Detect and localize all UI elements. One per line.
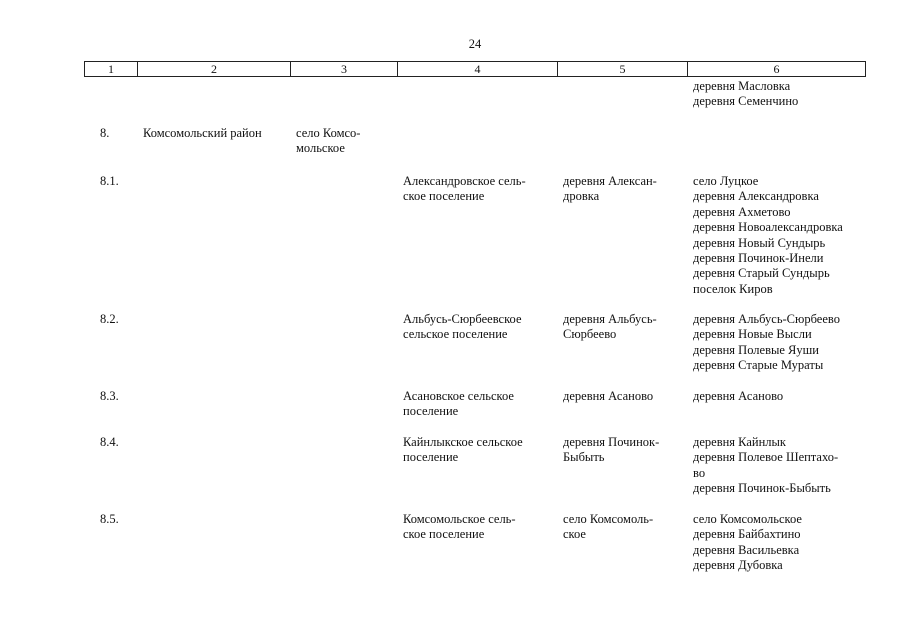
column-header-4: 4 bbox=[398, 62, 558, 77]
settlement-name bbox=[397, 435, 557, 466]
localities-line: село Луцкое bbox=[693, 174, 759, 188]
row-number bbox=[84, 512, 137, 527]
localities-line: деревня Полевые Яуши bbox=[693, 342, 819, 357]
localities-line: поселок Киров bbox=[693, 281, 773, 296]
admin-center-line: деревня Починок- bbox=[563, 435, 660, 449]
settlement-name-line: Кайнлыкское сельское bbox=[403, 435, 523, 449]
district-center-line: село Комсо- bbox=[296, 126, 361, 140]
table-row bbox=[84, 126, 865, 174]
admin-center-line: село Комсомоль- bbox=[563, 512, 654, 526]
localities-line: деревня Асаново bbox=[693, 389, 784, 403]
localities-line: деревня Байбахтино bbox=[693, 527, 801, 542]
row-number bbox=[84, 174, 137, 189]
column-header-2: 2 bbox=[138, 62, 291, 77]
localities-line: деревня Новые Высли bbox=[693, 327, 812, 342]
localities-line: деревня Починок-Инели bbox=[693, 251, 824, 266]
row-number bbox=[84, 312, 137, 327]
admin-center-line: деревня Альбусь- bbox=[563, 312, 657, 326]
row-number bbox=[84, 435, 137, 450]
column-header-3: 3 bbox=[291, 62, 398, 77]
admin-center-line: ское bbox=[563, 527, 586, 542]
table-row bbox=[84, 512, 865, 592]
column-header-6: 6 bbox=[688, 62, 866, 77]
settlement-name bbox=[397, 512, 557, 543]
district-name bbox=[137, 126, 290, 141]
localities-line: деревня Старые Мураты bbox=[693, 358, 824, 373]
table-row bbox=[84, 389, 865, 435]
table-row bbox=[84, 435, 865, 512]
row-number-text: 8.1. bbox=[100, 174, 119, 188]
settlement-name-line: Асановское сельское bbox=[403, 389, 514, 403]
localities-line: деревня Новоалександровка bbox=[693, 220, 843, 235]
localities-line: деревня Александровка bbox=[693, 189, 819, 204]
continuation-row bbox=[84, 79, 865, 126]
settlement-name-line: поселение bbox=[403, 404, 459, 419]
localities-line: деревня Починок-Быбыть bbox=[693, 481, 831, 496]
row-number bbox=[84, 126, 137, 141]
localities-line: деревня Васильевка bbox=[693, 542, 800, 557]
localities bbox=[687, 512, 865, 574]
localities-line: во bbox=[693, 465, 706, 480]
row-number bbox=[84, 389, 137, 404]
settlement-name-line: ское поселение bbox=[403, 189, 485, 204]
admin-center bbox=[557, 435, 687, 466]
localities-line: село Комсомольское bbox=[693, 512, 802, 526]
localities bbox=[687, 174, 865, 297]
admin-center bbox=[557, 512, 687, 543]
admin-center-line: Быбыть bbox=[563, 450, 605, 465]
district-center bbox=[290, 126, 397, 157]
localities bbox=[687, 435, 865, 497]
admin-center bbox=[557, 389, 687, 404]
settlement-name bbox=[397, 312, 557, 343]
localities bbox=[687, 312, 865, 374]
localities-line: деревня Старый Сундырь bbox=[693, 266, 830, 281]
table-row bbox=[84, 312, 865, 389]
table-body bbox=[84, 79, 865, 592]
district-name-text: Комсомольский район bbox=[143, 126, 262, 140]
localities-line: деревня Кайнлык bbox=[693, 435, 786, 449]
admin-center bbox=[557, 312, 687, 343]
localities-line: деревня Дубовка bbox=[693, 558, 783, 573]
column-header-table bbox=[84, 61, 866, 77]
settlement-name bbox=[397, 174, 557, 205]
page-number: 24 bbox=[468, 37, 482, 51]
locality-line: деревня Масловка bbox=[693, 79, 791, 93]
settlement-name-line: Александровское сель- bbox=[403, 174, 526, 188]
admin-center-line: дровка bbox=[563, 189, 600, 204]
district-center-line: мольское bbox=[296, 141, 345, 156]
table-row bbox=[84, 174, 865, 312]
localities bbox=[687, 389, 865, 404]
row-number-text: 8.4. bbox=[100, 435, 119, 449]
localities-line: деревня Альбусь-Сюрбеево bbox=[693, 312, 840, 326]
column-header-row bbox=[85, 62, 866, 77]
admin-center-line: деревня Алексан- bbox=[563, 174, 657, 188]
column-header-1: 1 bbox=[85, 62, 138, 77]
row-number-text: 8.5. bbox=[100, 512, 119, 526]
admin-center bbox=[557, 174, 687, 205]
settlement-name-line: Альбусь-Сюрбеевское bbox=[403, 312, 522, 326]
localities-line: деревня Полевое Шептахо- bbox=[693, 450, 839, 465]
localities bbox=[687, 79, 865, 110]
column-header-5: 5 bbox=[558, 62, 688, 77]
admin-center-line: Сюрбеево bbox=[563, 327, 617, 342]
localities-line: деревня Ахметово bbox=[693, 204, 791, 219]
locality-line: деревня Семенчино bbox=[693, 94, 799, 109]
localities-line: деревня Новый Сундырь bbox=[693, 235, 826, 250]
settlement-name-line: Комсомольское сель- bbox=[403, 512, 516, 526]
row-number-text: 8.3. bbox=[100, 389, 119, 403]
settlement-name-line: сельское поселение bbox=[403, 327, 508, 342]
admin-center-line: деревня Асаново bbox=[563, 389, 654, 403]
settlement-name-line: ское поселение bbox=[403, 527, 485, 542]
settlement-name bbox=[397, 389, 557, 420]
row-number-text: 8. bbox=[100, 126, 110, 140]
row-number-text: 8.2. bbox=[100, 312, 119, 326]
settlement-name-line: поселение bbox=[403, 450, 459, 465]
